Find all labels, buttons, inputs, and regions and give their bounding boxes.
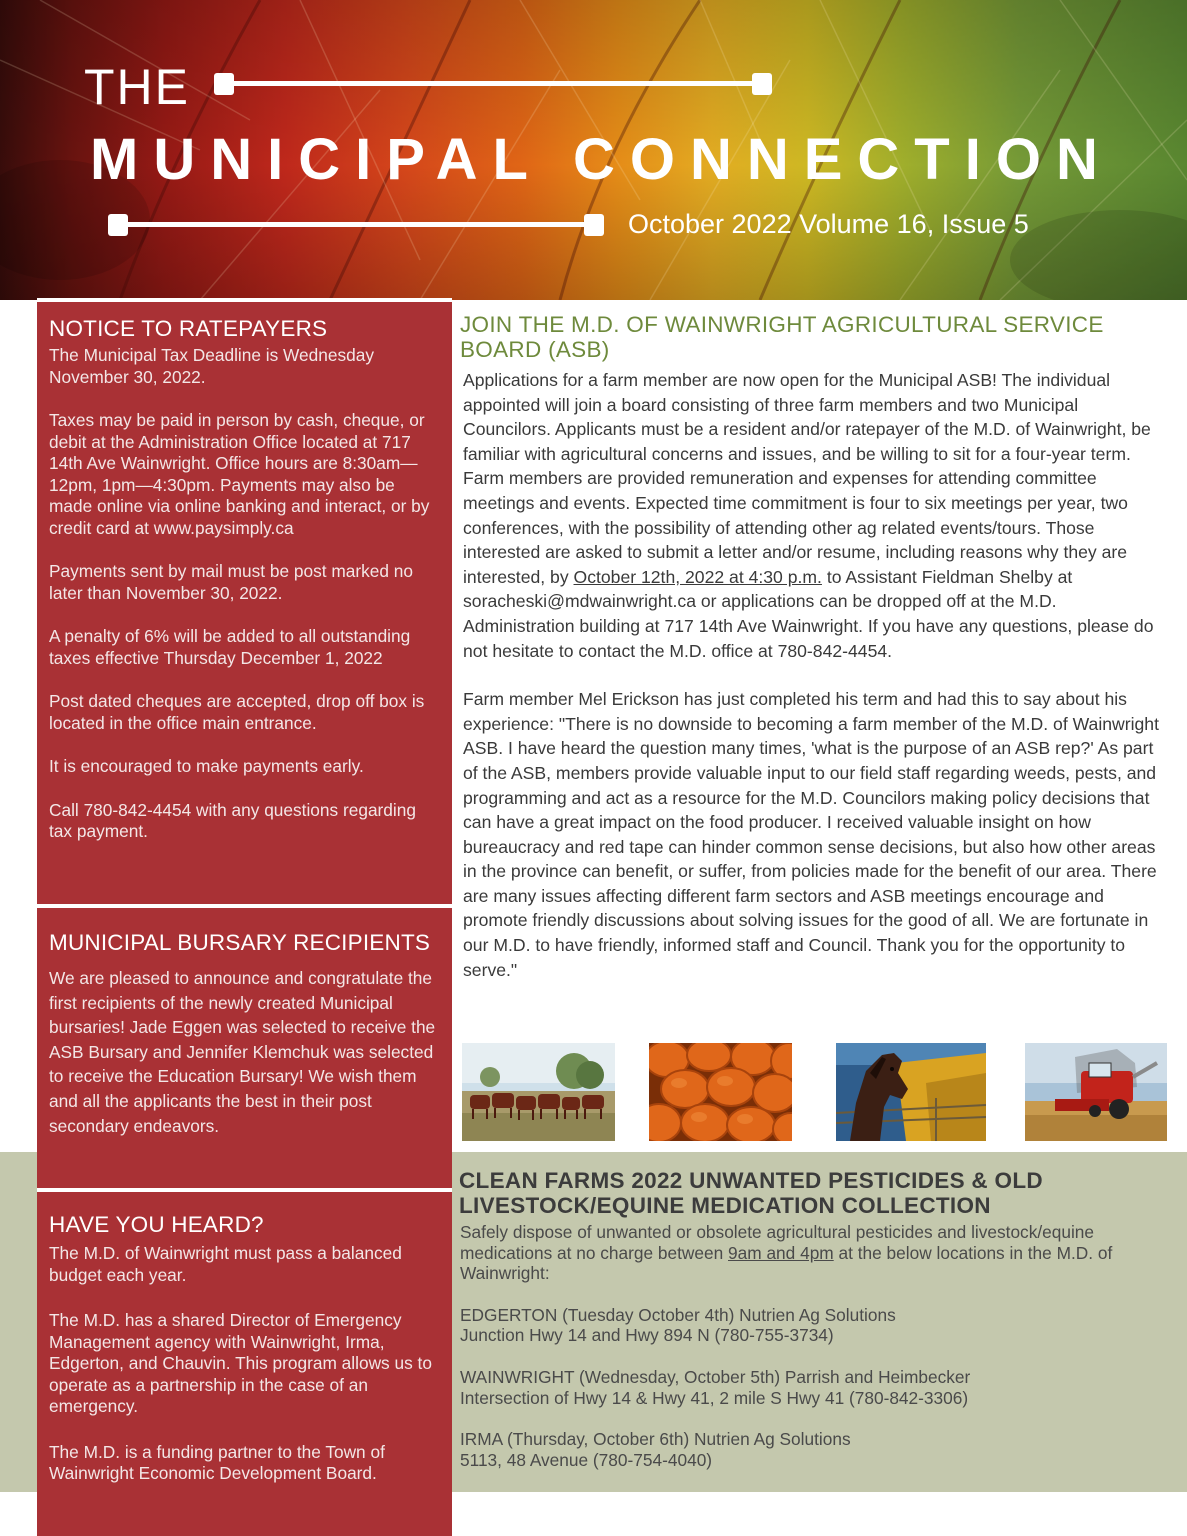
notice-paragraph: A penalty of 6% will be added to all outstanding taxes effective Thursday December 1, 2022 xyxy=(49,626,411,668)
collection-hours: 9am and 4pm xyxy=(728,1242,834,1263)
notice-paragraph: Taxes may be paid in person by cash, cheque, or debit at the Administration Office located at 717 14th Ave Wainwright. Office hours are 8:30am—12pm, 1pm—4:30pm. Payments may also be made online via online banking and interact, or by credit card at www.paysimply.ca xyxy=(49,410,430,538)
notice-paragraph: Payments sent by mail must be post marked no later than November 30, 2022. xyxy=(49,561,414,603)
bursary-paragraph: We are pleased to announce and congratulate the first recipients of the newly created Municipal bursaries! Jade Eggen was selected to receive the ASB Bursary and Jennifer Klemchuk was selected to receive the Education Bursary! We wish them and all the applicants the best in their post secondary endeavors. xyxy=(49,968,436,1136)
asb-text: Applications for a farm member are now open for the Municipal ASB! The individual appointed will join a board consisting of three farm members and two Municipal Councilors. Applicants must be a resident and/or ratepayer of the M.D. of Wainwright, be familiar with agricultural concerns and issues, and be willing to sit for a four-year term. Farm members are provided remuneration and expenses for attending committee meetings and events. Expected time commitment is four to six meetings per year, two conferences, with the possibility of attending other ag related events/tours. Those interested are asked to submit a letter and/or resume, including reasons why they are interested, by xyxy=(463,370,1151,587)
notice-paragraph: Post dated cheques are accepted, drop off box is located in the office main entrance. xyxy=(49,691,425,733)
pumpkins-photo xyxy=(649,1043,792,1141)
asb-heading: JOIN THE M.D. OF WAINWRIGHT AGRICULTURAL SERVICE BOARD (ASB) xyxy=(460,312,1104,362)
location-edgerton xyxy=(460,1305,1160,1346)
notice-paragraph: Call 780-842-4454 with any questions regarding tax payment. xyxy=(49,799,416,841)
notice-to-ratepayers-box xyxy=(37,298,452,904)
location-line: IRMA (Thursday, October 6th) Nutrien Ag Solutions xyxy=(460,1429,851,1450)
issue-date: October 2022 Volume 16, Issue 5 xyxy=(628,209,1029,239)
clean-farms-heading: CLEAN FARMS 2022 UNWANTED PESTICIDES & OLD LIVESTOCK/EQUINE MEDICATION COLLECTION xyxy=(459,1168,1043,1218)
location-irma xyxy=(460,1429,1160,1470)
notice-heading: NOTICE TO RATEPAYERS xyxy=(49,316,328,341)
notice-paragraph: It is encouraged to make payments early. xyxy=(49,756,364,776)
heard-heading: HAVE YOU HEARD? xyxy=(49,1212,264,1237)
clean-farms-text: Safely dispose of unwanted or obsolete agricultural pesticides and livestock/equine medications at no charge between xyxy=(460,1222,1095,1263)
masthead-rule-top xyxy=(222,81,766,86)
asb-text: to Assistant Fieldman Shelby at soracheski@mdwainwright.ca or applications can be dropped off at the M.D. Administration building at 717 14th Ave Wainwright. If you have any questions, please do not hesitate to contact the M.D. office at 780-842-4454. xyxy=(463,566,1154,661)
notice-paragraph: The Municipal Tax Deadline is Wednesday November 30, 2022. xyxy=(49,345,375,387)
location-line: Junction Hwy 14 and Hwy 894 N (780-755-3734) xyxy=(460,1325,834,1346)
combine-photo xyxy=(1025,1043,1167,1141)
masthead-rule-cap xyxy=(584,214,604,236)
masthead-rule-cap xyxy=(214,73,234,95)
clean-farms-text: at the below locations in the M.D. of Wainwright: xyxy=(460,1242,1113,1284)
horse-photo xyxy=(836,1043,986,1141)
heard-paragraph: The M.D. has a shared Director of Emergency Management agency with Wainwright, Irma, Edgerton, and Chauvin. This program allows us to operate as a partnership in the case of an emergency. xyxy=(49,1310,432,1416)
clean-farms-intro xyxy=(460,1222,1160,1284)
location-line: Intersection of Hwy 14 & Hwy 41, 2 mile S Hwy 41 (780-842-3306) xyxy=(460,1387,969,1408)
location-wainwright xyxy=(460,1367,1160,1408)
location-line: EDGERTON (Tuesday October 4th) Nutrien Ag Solutions xyxy=(460,1304,896,1325)
asb-paragraph xyxy=(463,368,1163,663)
location-line: 5113, 48 Avenue (780-754-4040) xyxy=(460,1449,713,1470)
location-line: WAINWRIGHT (Wednesday, October 5th) Parrish and Heimbecker xyxy=(460,1366,971,1387)
header-banner xyxy=(0,0,1187,300)
heard-paragraph: The M.D. is a funding partner to the Town of Wainwright Economic Development Board. xyxy=(49,1441,385,1483)
heard-paragraph: The M.D. of Wainwright must pass a balanced budget each year. xyxy=(49,1243,402,1285)
asb-quote-paragraph: Farm member Mel Erickson has just completed his term and had this to say about his experience: "There is no downside to becoming a farm member of the M.D. of Wainwright ASB. I have heard the question many times, 'what is the purpose of an ASB rep?' As part of the ASB, members provide valuable input to our field staff regarding weeds, pests, and programming and act as a resource for the M.D. Councilors making policy decisions that can have a great impact on the food producer. I received valuable insight on how bureaucracy and red tape can hinder common sense decisions, but also how other areas in the province can benefit, or suffer, from policies made for the benefit of our area. There are many issues affecting different farm sectors and ASB meetings encourage and promote friendly discussions about solving issues for the good of all. We are fortunate in our M.D. to have friendly, informed staff and Council. Thank you for the opportunity to serve." xyxy=(463,689,1159,980)
masthead-the: THE xyxy=(84,59,190,115)
asb-deadline: October 12th, 2022 at 4:30 p.m. xyxy=(573,566,822,587)
masthead-title: MUNICIPAL CONNECTION xyxy=(90,127,1113,192)
masthead-rule-cap xyxy=(108,214,128,236)
cattle-photo xyxy=(462,1043,615,1141)
bursary-heading: MUNICIPAL BURSARY RECIPIENTS xyxy=(49,930,431,955)
masthead-rule-bottom xyxy=(116,222,600,227)
clean-farms-article xyxy=(460,1222,1160,1491)
masthead-rule-cap xyxy=(752,73,772,95)
bursary-recipients-box xyxy=(37,904,452,1188)
asb-article xyxy=(463,368,1163,1006)
have-you-heard-box xyxy=(37,1188,452,1536)
